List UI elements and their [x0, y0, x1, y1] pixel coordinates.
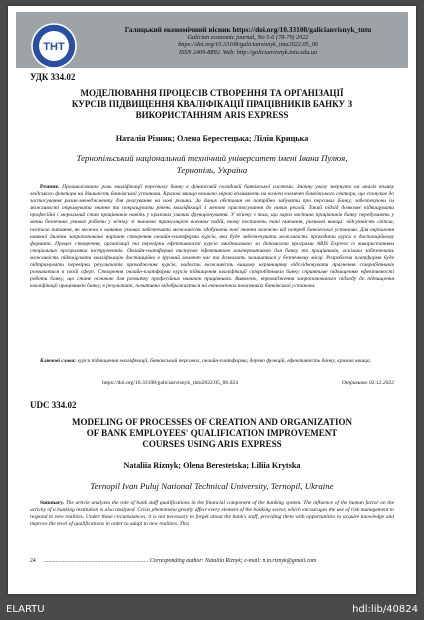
repository-label[interactable]: ELARTU	[6, 604, 45, 615]
title-en	[30, 417, 394, 451]
keywords-ua	[30, 358, 394, 365]
corresponding-author: ........................................................................ Corresponding author: Nataliia Riznyk; e-mail: n.m.riznyk@gmail.com	[44, 558, 317, 564]
abstract-ua-label: Резюме.	[40, 184, 60, 190]
journal-info	[88, 26, 408, 56]
university-logo	[30, 22, 78, 70]
affiliation-ua-line: Тернопіль, Україна	[176, 165, 248, 175]
page-number: 24	[30, 558, 36, 564]
journal-doi: https://doi.org/10.33108/galicianvisnyk_tntu2022.05_06	[178, 41, 318, 49]
title-en-line: MODELING OF PROCESSES OF CREATION AND ORGANIZATION	[71, 417, 353, 427]
viewer-bottom-bar	[0, 600, 424, 620]
title-en-line: OF BANK EMPLOYEES' QUALIFICATION IMPROVEMENT	[86, 428, 338, 439]
abstract-en-label: Summary.	[40, 500, 65, 506]
handle-label[interactable]: hdl:lib/40824	[352, 604, 418, 615]
received-date: Отримано 02.12.2022	[341, 380, 394, 386]
udc-en: UDC 334.02	[30, 400, 77, 410]
abstract-ua	[30, 184, 394, 290]
journal-english-name: Galician economic journal, No 5-6 (78-79) 2022	[187, 33, 309, 41]
title-ua-line: ВИКОРИСТАННЯМ ARIS EXPRESS	[135, 110, 289, 121]
authors-en: Nataliia Riznyk; Olena Berestetska; Liliia Krytska	[123, 461, 301, 470]
keywords-ua-label: Ключові слова:	[40, 358, 77, 364]
abstract-ua-text: Проаналізовано роль кваліфікації персоналу банку в фінансовій складовій банківської системи. Значну увагу звернуто на аналіз впливу людського фактора на діяльність банківської установи. Кризові явища великою мірою впливають на кожен елемент банківського сектора, що спонукає до застосування ризик-менеджменту для реагування на нові ризики. За даних обставин не потрібно забувати про персонал банку, забезпечуючи їм можливості отримувати знання та покращувати рівень кваліфікації з метою пристосування до нових реалій. Такий підхід дозволяє підвищувати професійні і моральний стан працівників навіть у кризових умовах функціонування. У зв'язку з тим, що зараз частина працівників банку перебувають у менш безпечних умовах роботи у зв'язку зі значною трансляцією воєнних подій, тому постають такі питання, ризикові явища: відсутність світла, постало питання, як можна в наявних умовах забезпечити можливість здобувати нові знання залежно від потреб банківської установи. Для вирішення наявної дилеми запропоновано варіант створення онлайн-платформи курсів, яка буде забезпечувати можливість проходити курси в дистанційному форматі. Процес створення, організації та перевірки ефективності курсів змодельовано за допомогою програми ARIS Express із використанням спеціальних програмних інструментів. Онлайн-платформа виступає ефективною альтернативою для банку та працівників, оскільки забезпечать можливість підвищувати кваліфікацію дистанційно в зручний момент час та дозволить залишатися у безпечному місці. Розроблена платформа буде підтримувати перевірки результатів проходження курсів, надасть можливість вищому керівництву відслідковувати прагнення співробітників розвиватися в своїй сфері. Створення онлайн-платформи курсів підвищення кваліфікації співробітників банку сприятиме підвищенню ефективності роботи банку, що стане основою для розвитку професійних навичок працівників. Виявлено, впровадження запропонованого підходу до підвищення кваліфікації працівників банку, в результаті, позитивно відображається на економічних показниках банківської установи.	[30, 184, 394, 290]
abstract-en-text: The article analyzes the role of bank staff qualifications in the financial component of the banking system. The influence of the human factor on the activity of a banking institution is also analyzed. Crisis phenomena greatly affect every element of the banking sector, which encourages the use of risk management to respond to new realities. Under these circumstances, it is not necessary to forget about the bank's staff, providing them with opportunities to acquire knowledge and improve the level of qualifications in order to adapt to new realities. This	[30, 500, 395, 528]
journal-header	[16, 12, 408, 68]
affiliation-en: Ternopil Ivan Puluj National Technical University, Ternopil, Ukraine	[90, 481, 334, 491]
abstract-en	[30, 500, 394, 528]
journal-issn: ISSN 2409-8892. Web: http://galicianvisnyk.tntu.edu.ua	[178, 48, 318, 56]
title-en-line: COURSES USING ARIS EXPRESS	[142, 439, 282, 450]
logo-text: ТНТ	[43, 41, 65, 53]
document-page	[8, 6, 416, 594]
keywords-ua-text: курси підвищення кваліфікації, банківський персонал, онлайн-платформа, дерево функцій, ефективність банку, кризові явища.	[77, 358, 372, 364]
article-doi[interactable]: https://doi.org/10.33108/galicianvisnyk_tntu2022.05_06.024	[102, 380, 239, 386]
authors-ua: Наталія Різник; Олена Берестецька; Лілія Крицька	[115, 134, 309, 143]
udc-ua: УДК 334.02	[30, 72, 76, 82]
journal-title: Галицький економічний вісник https://doi.org/10.33108/galicianvisnyk_tntu	[124, 25, 372, 34]
title-ua-line: МОДЕЛЮВАННЯ ПРОЦЕСІВ СТВОРЕННЯ ТА ОРГАНІЗАЦІЇ	[80, 88, 344, 98]
affiliation-ua	[30, 152, 394, 176]
affiliation-ua-line: Тернопільський національний технічний університет імені Івана Пулюя,	[76, 153, 348, 163]
title-ua	[30, 88, 394, 122]
title-ua-line: КУРСІВ ПІДВИЩЕННЯ КВАЛІФІКАЦІЇ ПРАЦІВНИКІВ БАНКУ З	[71, 99, 353, 110]
